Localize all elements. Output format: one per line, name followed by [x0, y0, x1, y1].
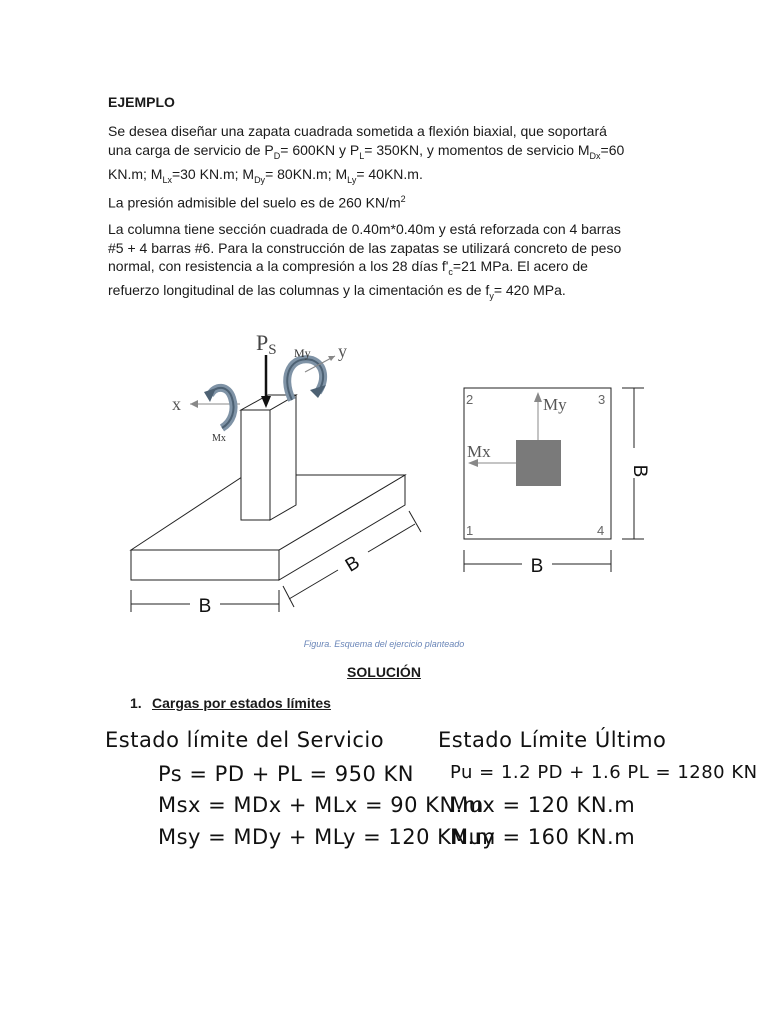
p3-line-2: #5 + 4 barras #6. Para la construcción de las zapatas se utilizará concreto de peso — [108, 239, 622, 256]
plan-dimension-right — [622, 388, 644, 539]
p1-line-1: Se desea diseñar una zapata cuadrada sometida a flexión biaxial, que soportará — [108, 123, 607, 139]
plan-b-bottom-label: B — [530, 556, 544, 577]
p3-line-4: refuerzo longitudinal de las columnas y la cimentación es de $f_y= 420$ MPa. — [108, 282, 566, 302]
p3-line-3: normal, con resistencia a la compresión a los 28 días $f'_c=21$ MPa. El acero de — [108, 258, 588, 277]
solution-title: SOLUCIÓN — [347, 664, 421, 680]
plan-my-label: My — [543, 395, 567, 414]
problem-paragraph-2: La presión admisible del suelo es de 260 $KN/m^2$ — [108, 194, 406, 211]
example-heading: EJEMPLO — [108, 94, 175, 110]
my-label-3d: My — [294, 346, 311, 360]
column-3d — [241, 395, 296, 520]
p3-line-1: La columna tiene sección cuadrada de 0.40m*0.40m y está reforzada con 4 barras — [108, 221, 621, 237]
x-axis-label: x — [172, 394, 181, 414]
hw-left-line-1: Ps = PD + PL = 950 KN — [158, 762, 415, 786]
hw-left-title: Estado límite del Servicio — [105, 728, 385, 752]
p1-line-3: KN.m; $M_{Lx}=30$ KN.m; $M_{Dy}= 80KN.m$; $M_{Ly}= 40KN.m$. — [108, 165, 423, 185]
b-label-side: B — [341, 552, 364, 577]
mx-label-3d: Mx — [212, 433, 226, 444]
plan-mx-label: Mx — [467, 442, 491, 461]
corner-4-label: 4 — [597, 523, 605, 538]
hw-left-line-3: Msy = MDy + MLy = 120 KN.m — [158, 825, 496, 849]
hw-left-line-2: Msx = MDx + MLx = 90 KN.m — [158, 793, 484, 817]
ps-label: PS — [256, 330, 277, 358]
plan-column — [516, 440, 561, 486]
hw-right-line-2: Mux = 120 KN.m — [450, 793, 636, 817]
corner-1-label: 1 — [466, 523, 474, 538]
section-1-title: Cargas por estados límites — [152, 695, 331, 711]
hw-right-line-1: Pu = 1.2 PD + 1.6 PL = 1280 KN — [450, 762, 758, 783]
mx-moment-icon — [204, 388, 234, 428]
section-1-number: 1. — [130, 695, 142, 711]
plan-b-right-label: B — [629, 464, 650, 478]
corner-3-label: 3 — [598, 392, 606, 407]
p1-line-2: una carga de servicio de $P_D= 600KN$ y $P_L= 350KN$, y momentos de servicio $M_{Dx}=60$ — [108, 141, 625, 161]
b-label-front: B — [198, 596, 212, 617]
corner-2-label: 2 — [466, 392, 474, 407]
hw-right-title: Estado Límite Último — [438, 728, 667, 752]
y-axis-label: y — [338, 341, 347, 361]
my-moment-icon — [287, 359, 326, 400]
figure-caption: Figura. Esquema del ejercicio planteado — [303, 639, 465, 649]
hw-right-line-3: Muy = 160 KN.m — [450, 825, 636, 849]
